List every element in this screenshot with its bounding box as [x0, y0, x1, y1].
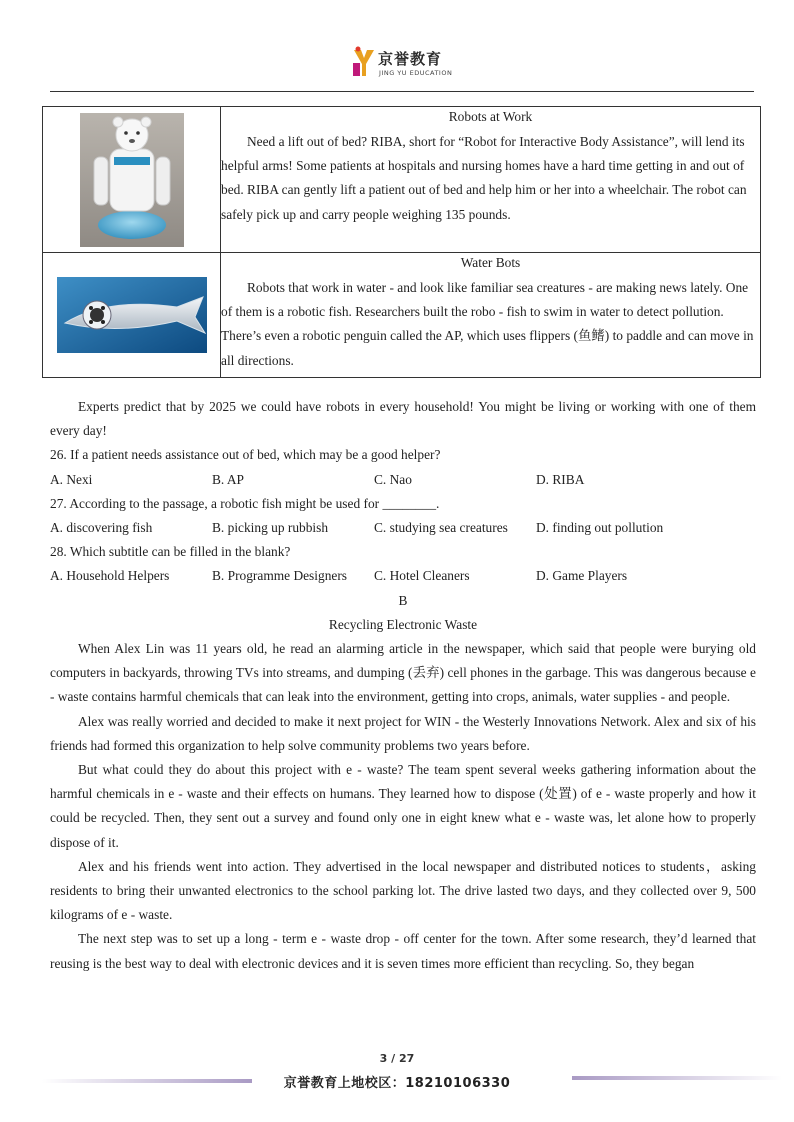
question-27-stem: 27. According to the passage, a robotic fish might be used for ________.	[50, 495, 440, 511]
section-b-paragraph: The next step was to set up a long - term e - waste drop - off center for the town. After some research, they’d learned that reusing is the best way to deal with electronic devices and it is seven times more efficient than recycling. So, they began	[50, 931, 756, 971]
option-a: A. Household Helpers	[50, 568, 170, 584]
robot-image-cell	[43, 107, 221, 253]
water-bots-title: Water Bots	[460, 255, 521, 270]
robots-at-work-title: Robots at Work	[448, 109, 533, 124]
question-26-stem: 26. If a patient needs assistance out of bed, which may be a good helper?	[50, 447, 441, 463]
robot-image-cell	[43, 253, 221, 378]
question-28-stem: 28. Which subtitle can be filled in the blank?	[50, 544, 291, 560]
table-row	[43, 107, 761, 253]
passage-body	[50, 395, 756, 976]
option-b: B. picking up rubbish	[212, 520, 329, 536]
logo-chinese-text: 京誉教育	[378, 50, 443, 68]
question-28-options	[50, 564, 756, 588]
section-b-paragraph: Alex was really worried and decided to make it next project for WIN - the Westerly Innovations Network. Alex and six of his friends had formed this organization to help solve community problems two years before.	[50, 713, 756, 753]
robots-at-work-cell	[221, 107, 761, 253]
section-b-paragraph: Alex and his friends went into action. They advertised in the local newspaper and distributed notices to students，asking residents to bring their unwanted electronics to the school parking lot. The drive lasted two days, and they collected over 9, 500 kilograms of e - waste.	[50, 858, 756, 923]
table-row	[43, 253, 761, 378]
option-b: B. AP	[212, 471, 245, 487]
riba-robot-image	[80, 113, 184, 247]
option-c: C. studying sea creatures	[374, 520, 508, 536]
option-d: D. RIBA	[536, 471, 585, 487]
robotic-fish-image	[57, 277, 207, 353]
robots-table	[42, 106, 761, 378]
water-bots-cell	[221, 253, 761, 378]
footer-contact: 京誉教育上地校区：18210106330	[283, 1076, 511, 1091]
footer-decoration-right	[572, 1076, 782, 1080]
closing-paragraph: Experts predict that by 2025 we could have robots in every household! You might be living or working with one of them every day!	[50, 399, 756, 439]
page-number: 3 / 27	[379, 1052, 415, 1065]
option-a: A. Nexi	[50, 471, 93, 487]
option-c: C. Hotel Cleaners	[374, 568, 470, 584]
option-d: D. finding out pollution	[536, 520, 664, 536]
robots-at-work-text: Need a lift out of bed? RIBA, short for “Robot for Interactive Body Assistance”, will lend its helpful arms! Some patients at hospitals and nursing homes have a hard time getting in and out of bed. RIBA can gently lift a patient out of bed and help him or her into a wheelchair. The robot can safely pick up and carry people weighing 135 pounds.	[221, 134, 747, 222]
option-c: C. Nao	[374, 471, 412, 487]
section-b-letter: B	[398, 592, 408, 608]
question-26-options	[50, 468, 756, 492]
brand-logo	[352, 44, 452, 82]
section-b-title: Recycling Electronic Waste	[328, 616, 478, 632]
logo-english-text: JING YU EDUCATION	[379, 69, 453, 77]
question-27-options	[50, 516, 756, 540]
section-b-paragraph: When Alex Lin was 11 years old, he read an alarming article in the newspaper, which said that people were burying old computers in backyards, throwing TVs into streams, and dumping (丢弃) cell phones in the garbage. This was dangerous because e - waste contains harmful chemicals that can leak into the environment, getting into crops, animals, water supplies - and people.	[50, 641, 756, 705]
option-d: D. Game Players	[536, 568, 628, 584]
option-b: B. Programme Designers	[212, 568, 347, 584]
section-b-paragraph: But what could they do about this project with e - waste? The team spent several weeks gathering information about the harmful chemicals in e - waste and their effects on humans. They learned how to dispose (处置) of e - waste properly and how it could be recycled. Then, they sent out a survey and found only one in eight knew what e - waste was, let alone how to properly dispose of it.	[50, 762, 756, 850]
water-bots-text: Robots that work in water - and look like familiar sea creatures - are making news lately. One of them is a robotic fish. Researchers built the robo - fish to swim in water to detect pollution. There’s even a robotic penguin called the AP, which uses flippers (鱼鳍) to paddle and can move in all directions.	[221, 280, 754, 368]
option-a: A. discovering fish	[50, 520, 153, 536]
logo-mark-icon	[352, 46, 376, 78]
header-divider	[50, 91, 754, 92]
